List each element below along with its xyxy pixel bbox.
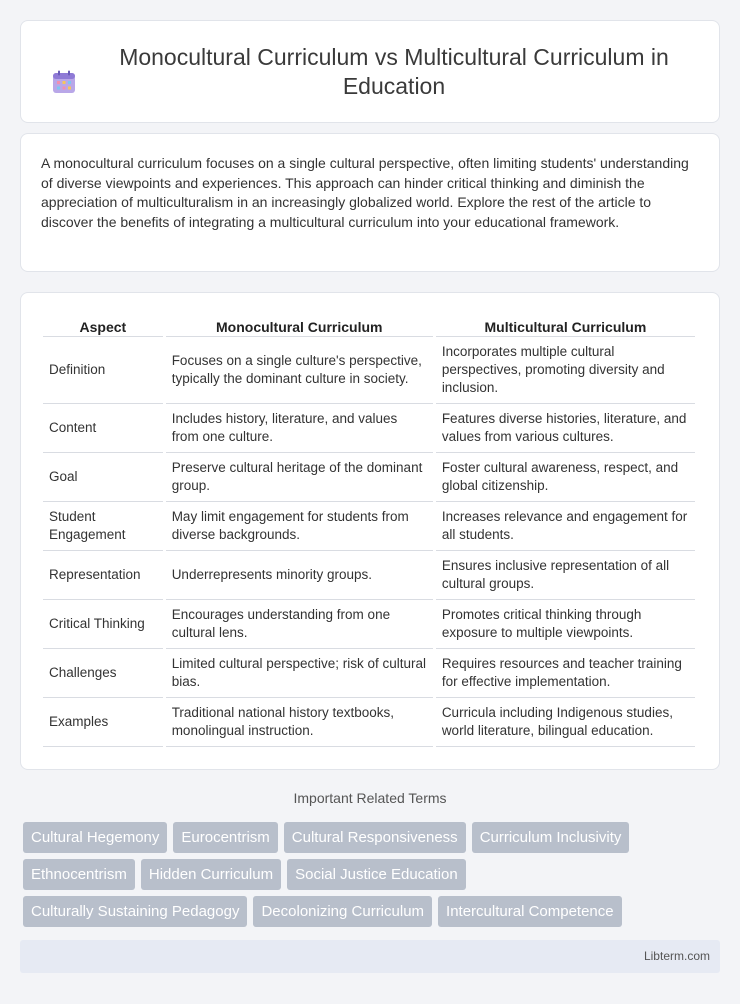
tag-culturally-sustaining-pedagogy[interactable]: Culturally Sustaining Pedagogy bbox=[23, 896, 247, 927]
cell-monocultural: Encourages understanding from one cultural lens. bbox=[166, 600, 433, 649]
footer-site-link[interactable]: Libterm.com bbox=[643, 949, 710, 963]
cell-monocultural: Includes history, literature, and values from one culture. bbox=[166, 404, 433, 453]
table-row bbox=[43, 404, 695, 453]
tag-cultural-responsiveness[interactable]: Cultural Responsiveness bbox=[284, 822, 466, 853]
title-wrap bbox=[50, 43, 690, 101]
table-header-row bbox=[43, 313, 695, 337]
cell-aspect: Content bbox=[43, 404, 163, 453]
cell-multicultural: Incorporates multiple cultural perspectives, promoting diversity and inclusion. bbox=[436, 337, 695, 404]
cell-aspect: Definition bbox=[43, 337, 163, 404]
cell-multicultural: Curricula including Indigenous studies, world literature, bilingual education. bbox=[436, 698, 695, 747]
table-row bbox=[43, 502, 695, 551]
cell-multicultural: Ensures inclusive representation of all cultural groups. bbox=[436, 551, 695, 600]
cell-multicultural: Foster cultural awareness, respect, and global citizenship. bbox=[436, 453, 695, 502]
cell-monocultural: Limited cultural perspective; risk of cultural bias. bbox=[166, 649, 433, 698]
cell-aspect: Challenges bbox=[43, 649, 163, 698]
intro-card bbox=[20, 133, 720, 272]
footer bbox=[20, 940, 720, 973]
cell-aspect: Examples bbox=[43, 698, 163, 747]
cell-multicultural: Requires resources and teacher training for effective implementation. bbox=[436, 649, 695, 698]
header-monocultural: Monocultural Curriculum bbox=[166, 313, 433, 337]
tag-eurocentrism[interactable]: Eurocentrism bbox=[173, 822, 277, 853]
intro-paragraph: A monocultural curriculum focuses on a single cultural perspective, often limiting students' understanding of diverse viewpoints and experiences. This approach can hinder critical thinking and diminish the appreciation of multiculturalism in an increasingly globalized world. Explore the rest of the article to discover the benefits of integrating a multicultural curriculum into your educational framework. bbox=[41, 155, 689, 230]
tag-ethnocentrism[interactable]: Ethnocentrism bbox=[23, 859, 135, 890]
cell-aspect: Goal bbox=[43, 453, 163, 502]
tag-row bbox=[23, 859, 723, 890]
title-card bbox=[20, 20, 720, 123]
cell-aspect: Student Engagement bbox=[43, 502, 163, 551]
header-aspect: Aspect bbox=[43, 313, 163, 337]
tag-row bbox=[23, 822, 723, 853]
tag-curriculum-inclusivity[interactable]: Curriculum Inclusivity bbox=[472, 822, 630, 853]
cell-multicultural: Features diverse histories, literature, and values from various cultures. bbox=[436, 404, 695, 453]
cell-multicultural: Increases relevance and engagement for all students. bbox=[436, 502, 695, 551]
tag-cultural-hegemony[interactable]: Cultural Hegemony bbox=[23, 822, 167, 853]
comparison-table bbox=[40, 313, 698, 747]
cell-monocultural: May limit engagement for students from diverse backgrounds. bbox=[166, 502, 433, 551]
cell-monocultural: Underrepresents minority groups. bbox=[166, 551, 433, 600]
header-multicultural: Multicultural Curriculum bbox=[436, 313, 695, 337]
table-row bbox=[43, 453, 695, 502]
tag-hidden-curriculum[interactable]: Hidden Curriculum bbox=[141, 859, 281, 890]
tag-decolonizing-curriculum[interactable]: Decolonizing Curriculum bbox=[253, 896, 432, 927]
cell-aspect: Critical Thinking bbox=[43, 600, 163, 649]
page-title: Monocultural Curriculum vs Multicultural Curriculum in Education bbox=[119, 43, 669, 99]
cell-aspect: Representation bbox=[43, 551, 163, 600]
tag-row bbox=[23, 896, 723, 927]
cell-monocultural: Traditional national history textbooks, monolingual instruction. bbox=[166, 698, 433, 747]
comparison-table-card bbox=[20, 292, 720, 770]
cell-multicultural: Promotes critical thinking through exposure to multiple viewpoints. bbox=[436, 600, 695, 649]
tag-social-justice-education[interactable]: Social Justice Education bbox=[287, 859, 466, 890]
table-row bbox=[43, 649, 695, 698]
table-row bbox=[43, 337, 695, 404]
cell-monocultural: Focuses on a single culture's perspective, typically the dominant culture in society. bbox=[166, 337, 433, 404]
table-row bbox=[43, 600, 695, 649]
calendar-grid-icon bbox=[51, 69, 77, 95]
tag-intercultural-competence[interactable]: Intercultural Competence bbox=[438, 896, 622, 927]
table-row bbox=[43, 698, 695, 747]
related-terms-tags bbox=[23, 822, 723, 933]
table-row bbox=[43, 551, 695, 600]
related-terms-title: Important Related Terms bbox=[293, 790, 447, 806]
cell-monocultural: Preserve cultural heritage of the dominant group. bbox=[166, 453, 433, 502]
